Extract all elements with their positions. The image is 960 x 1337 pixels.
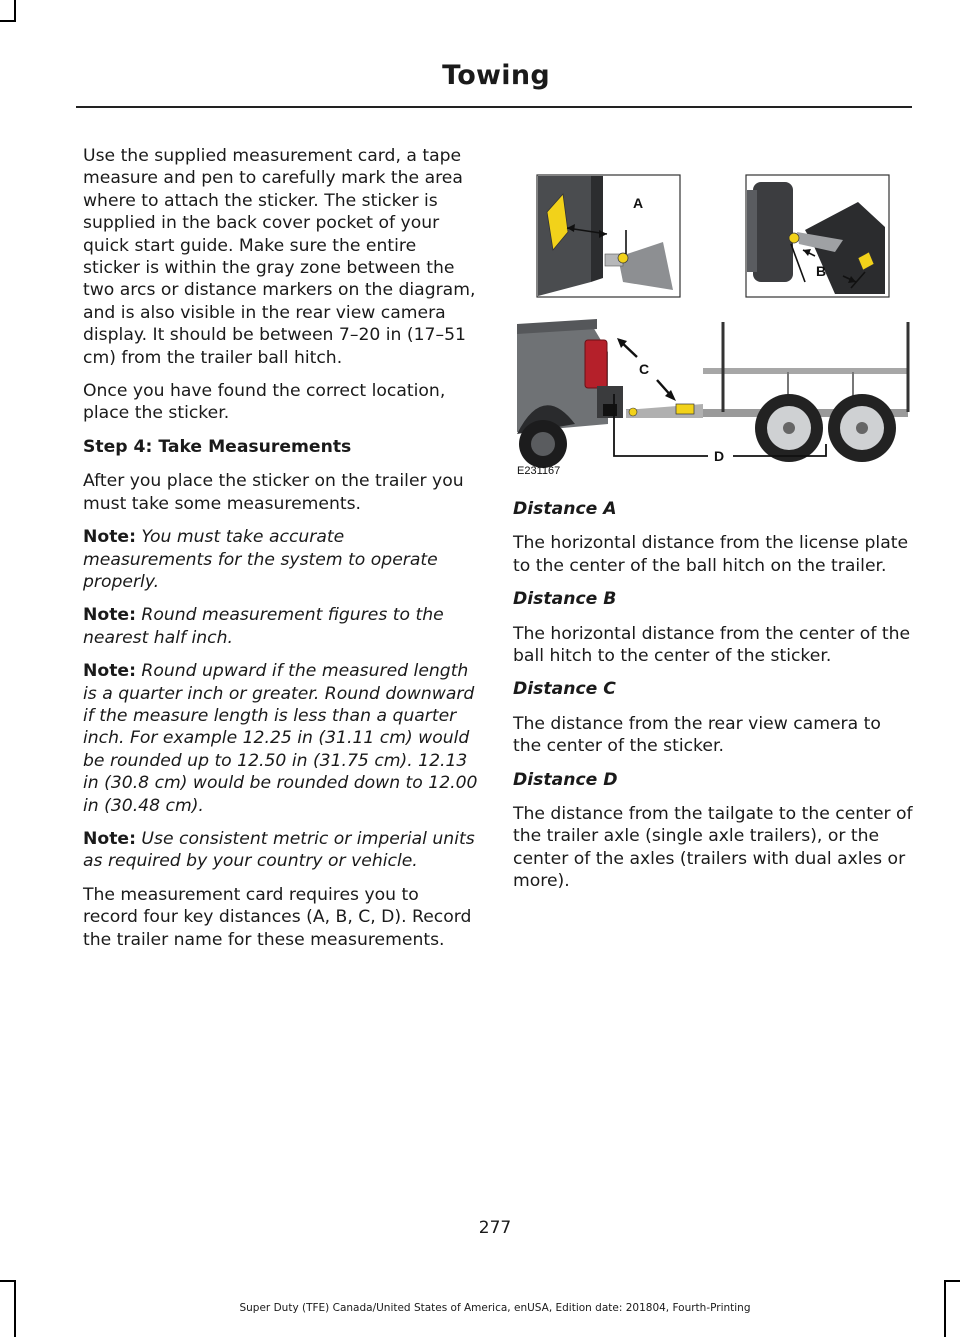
note-text: Round measurement figures to the nearest half inch. bbox=[83, 605, 444, 648]
note bbox=[83, 526, 478, 593]
crop-mark bbox=[0, 20, 16, 22]
note bbox=[83, 604, 478, 649]
distance-description: The distance from the tailgate to the center of the trailer axle (single axle trailers), or the center of the axles (trailers with dual axles or more). bbox=[513, 804, 913, 892]
right-column bbox=[513, 498, 913, 904]
note-text: Use consistent metric or imperial units as required by your country or vehicle. bbox=[83, 828, 475, 872]
intro-paragraph: Use the supplied measurement card, a tape measure and pen to carefully mark the area where to attach the sticker. The sticker is supplied in the back cover pocket of your quick start guide. Make sure the entire sticker is within the gray zone between the two arcs or distance markers on the diagram, and is also visible in the rear view camera display. It should be between 7–20 in (17–51 cm) from the trailer ball hitch. bbox=[83, 146, 476, 368]
note bbox=[83, 828, 478, 873]
distance-title: Distance C bbox=[513, 679, 616, 700]
crop-mark bbox=[0, 1280, 16, 1282]
step-heading: Step 4: Take Measurements bbox=[83, 436, 352, 457]
note-label: Note: bbox=[83, 828, 136, 849]
note-text: You must take accurate measurements for the system to operate properly. bbox=[83, 527, 438, 592]
figure-code: E231167 bbox=[517, 465, 561, 477]
crop-mark bbox=[14, 0, 16, 22]
after-place-paragraph: After you place the sticker on the trailer you must take some measurements. bbox=[83, 471, 464, 514]
label-d: D bbox=[714, 448, 725, 464]
note-text: Round upward if the measured length is a quarter inch or greater. Round downward if the measure length is less than a quarter inch. For example 12.25 in (31.11 cm) would be rounded up to 12.50 in (31.75 cm). 12.13 in (30.8 cm) would be rounded down to 12.00 in (30.48 cm). bbox=[83, 661, 478, 816]
inset-distance-b bbox=[746, 175, 889, 297]
page-title: Towing bbox=[442, 60, 550, 91]
footer-edition: Super Duty (TFE) Canada/United States of America, enUSA, Edition date: 201804, Fourth-Printing bbox=[239, 1302, 751, 1314]
place-sticker-paragraph: Once you have found the correct location, place the sticker. bbox=[83, 381, 446, 424]
closing-paragraph: The measurement card requires you to record four key distances (A, B, C, D). Record the trailer name for these measurements. bbox=[83, 884, 472, 950]
distance-description: The horizontal distance from the center of the ball hitch to the center of the sticker. bbox=[513, 623, 911, 667]
note bbox=[83, 660, 478, 817]
inset-distance-a bbox=[537, 175, 680, 297]
note-label: Note: bbox=[83, 527, 136, 548]
label-b: B bbox=[816, 263, 827, 279]
towing-measurement-diagram bbox=[513, 172, 913, 477]
crop-mark bbox=[944, 1280, 960, 1282]
label-a: A bbox=[633, 195, 644, 211]
label-c: C bbox=[639, 361, 650, 377]
note-label: Note: bbox=[83, 605, 136, 626]
distance-description: The distance from the rear view camera to the center of the sticker. bbox=[513, 713, 881, 757]
truck-trailer-scene bbox=[517, 319, 908, 477]
left-column bbox=[83, 145, 478, 962]
distance-description: The horizontal distance from the license plate to the center of the ball hitch on the trailer. bbox=[513, 533, 909, 576]
distance-title: Distance D bbox=[513, 769, 618, 790]
note-label: Note: bbox=[83, 661, 136, 682]
distance-title: Distance A bbox=[513, 499, 617, 519]
page-number: 277 bbox=[478, 1218, 512, 1238]
distance-title: Distance B bbox=[513, 589, 617, 610]
header-divider bbox=[76, 106, 912, 108]
